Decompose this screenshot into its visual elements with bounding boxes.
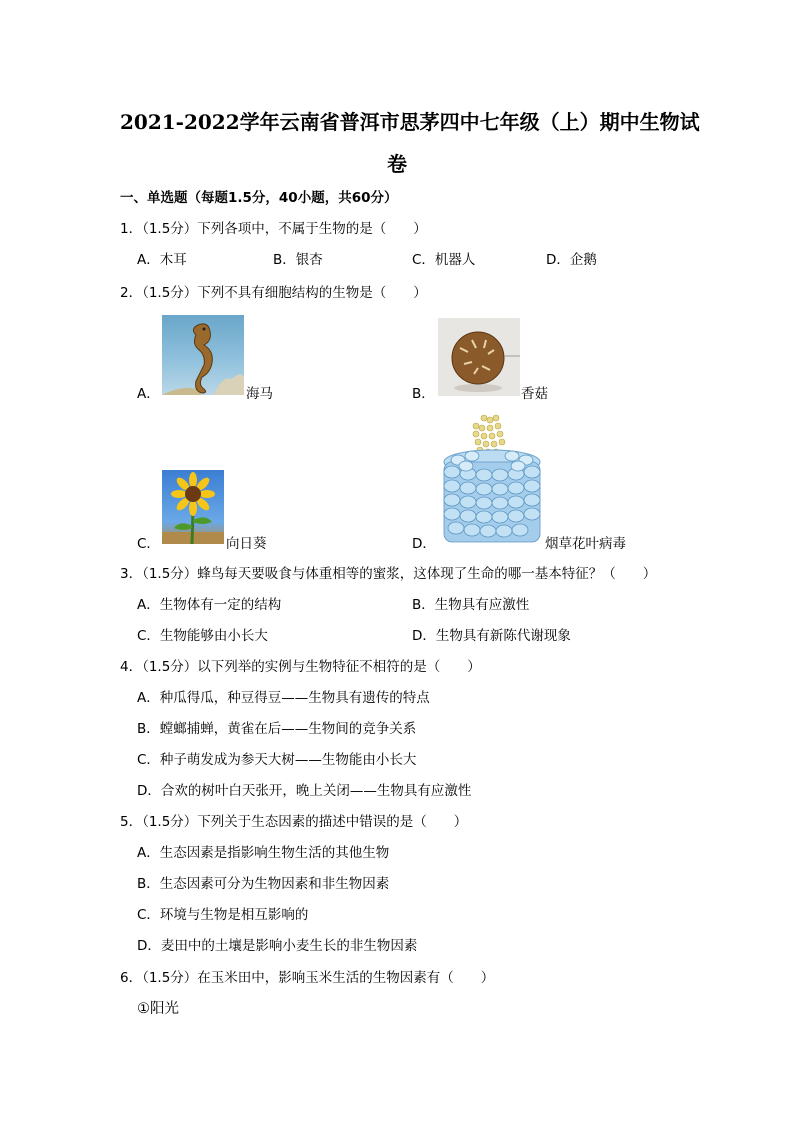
question-2-option-d-letter: D． — [412, 536, 436, 552]
question-3-option-a: A．生物体有一定的结构 — [137, 597, 282, 613]
question-2-option-b-caption: 香菇 — [521, 386, 548, 402]
question-6-stem: 6．（1.5分）在玉米田中，影响玉米生活的生物因素有（ ） — [120, 970, 495, 986]
question-2-option-c-caption: 向日葵 — [226, 536, 267, 552]
question-2-option-a-letter: A． — [137, 386, 160, 402]
question-4-option-c: C．种子萌发成为参天大树——生物能由小长大 — [137, 752, 417, 768]
question-1-option-b: B．银杏 — [273, 252, 323, 268]
question-3-option-d: D．生物具有新陈代谢现象 — [412, 628, 571, 644]
question-4-option-b: B．螳螂捕蝉，黄雀在后——生物间的竞争关系 — [137, 721, 417, 737]
question-1-option-c: C．机器人 — [412, 252, 476, 268]
question-1-option-a: A．木耳 — [137, 252, 187, 268]
question-3-stem: 3．（1.5分）蜂鸟每天要吸食与体重相等的蜜浆，这体现了生命的哪一基本特征？（ ） — [120, 566, 657, 582]
question-2-option-c-letter: C． — [137, 536, 160, 552]
page-title-line2: 卷 — [387, 152, 407, 176]
question-5-stem: 5．（1.5分）下列关于生态因素的描述中错误的是（ ） — [120, 814, 468, 830]
question-4-option-d: D．合欢的树叶白天张开，晚上关闭——生物具有应激性 — [137, 783, 472, 799]
question-1-option-d: D．企鹅 — [546, 252, 597, 268]
sunflower-photo — [162, 470, 224, 544]
section-heading: 一、单选题（每题1.5分，40小题，共60分） — [120, 190, 398, 206]
question-3-option-b: B．生物具有应激性 — [412, 597, 530, 613]
question-4-option-a: A．种瓜得瓜，种豆得豆——生物具有遗传的特点 — [137, 690, 430, 706]
tobacco-mosaic-virus-diagram — [436, 412, 546, 546]
mushroom-photo — [438, 318, 520, 396]
question-5-option-d: D．麦田中的土壤是影响小麦生长的非生物因素 — [137, 938, 418, 954]
question-1-stem: 1．（1.5分）下列各项中，不属于生物的是（ ） — [120, 221, 427, 237]
question-3-option-c: C．生物能够由小长大 — [137, 628, 268, 644]
seahorse-photo — [162, 315, 244, 395]
page-title-line1: 2021-2022学年云南省普洱市思茅四中七年级（上）期中生物试 — [120, 110, 700, 134]
question-4-stem: 4．（1.5分）以下列举的实例与生物特征不相符的是（ ） — [120, 659, 481, 675]
question-5-option-b: B．生态因素可分为生物因素和非生物因素 — [137, 876, 390, 892]
question-2-option-a-caption: 海马 — [246, 386, 273, 402]
question-5-option-a: A．生态因素是指影响生物生活的其他生物 — [137, 845, 390, 861]
question-2-option-d-caption: 烟草花叶病毒 — [545, 536, 626, 552]
question-5-option-c: C．环境与生物是相互影响的 — [137, 907, 309, 923]
question-6-item-1: ①阳光 — [137, 1001, 179, 1017]
question-2-stem: 2．（1.5分）下列不具有细胞结构的生物是（ ） — [120, 285, 427, 301]
question-2-option-b-letter: B． — [412, 386, 435, 402]
